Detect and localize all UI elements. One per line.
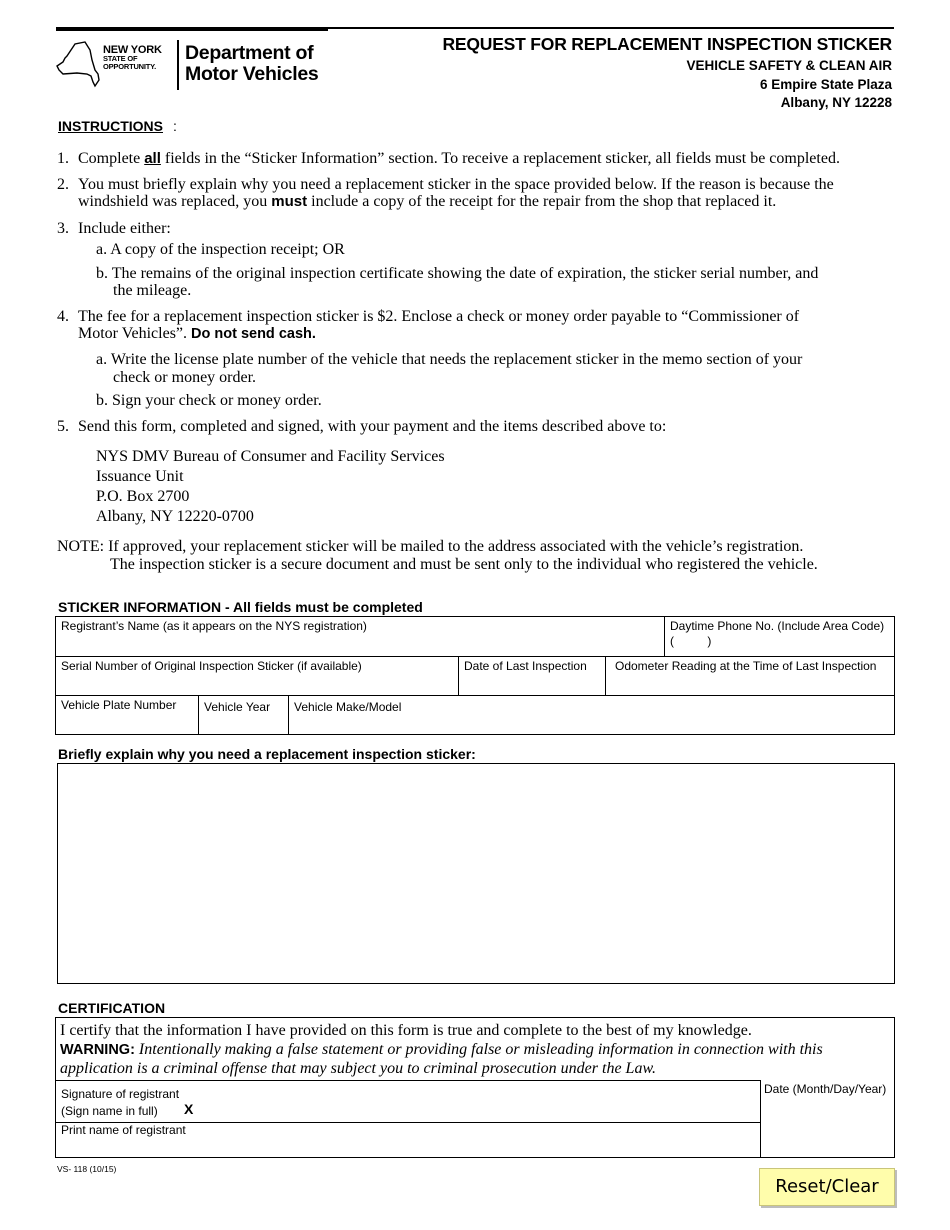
sticker-info-heading: STICKER INFORMATION - All fields must be completed [58,599,423,615]
instruction-4a-line2: check or money order. [113,369,257,386]
instruction-2-line1: You must briefly explain why you need a replacement sticker in the space provided below. If the reason is because the [78,176,834,193]
last-inspection-date-label: Date of Last Inspection [464,659,587,673]
nys-wordmark [103,45,162,71]
instruction-3-number: 3. [57,220,69,237]
certification-divider [55,1080,761,1081]
mail-address-line2: Issuance Unit [96,468,184,485]
date-field[interactable] [764,1082,894,1156]
explain-heading: Briefly explain why you need a replacement inspection sticker: [58,746,476,762]
instruction-4a-line1: a. Write the license plate number of the vehicle that needs the replacement sticker in the memo section of your [96,351,803,368]
dmv-wordmark [185,43,318,85]
certification-heading: CERTIFICATION [58,1000,166,1016]
dmv-wordmark-line2: Motor Vehicles [185,63,319,85]
note-line2: The inspection sticker is a secure document and must be sent only to the individual who registered the vehicle. [110,556,818,573]
header-rule-left [56,27,328,31]
reset-clear-button[interactable]: Reset/Clear [759,1168,895,1206]
instructions-heading: INSTRUCTIONS [58,118,163,134]
instructions-heading-colon: : [173,118,177,134]
instruction-4-line2 [78,325,316,343]
logo-divider [177,40,179,90]
daytime-phone-label: Daytime Phone No. (Include Area Code) [670,619,885,633]
odometer-reading-label: Odometer Reading at the Time of Last Inspection [615,659,877,673]
instruction-1-number: 1. [57,150,69,167]
registrant-name-field[interactable] [55,616,665,656]
serial-number-field[interactable] [55,656,459,695]
warning-label: WARNING: [60,1042,135,1058]
explanation-textarea[interactable] [57,763,895,984]
instruction-4-emphasis: Do not send cash. [191,326,316,342]
instruction-1-emphasis: all [144,150,161,167]
signature-label: Signature of registrant [61,1087,180,1101]
note-line1: NOTE: If approved, your replacement sticker will be mailed to the address associated with the vehicle’s registration. [57,538,804,555]
warning-text: Intentionally making a false statement or providing false or misleading information in connection with this [134,1041,823,1058]
instruction-4-text: Motor Vehicles”. [78,325,192,342]
instruction-2-line2 [78,193,776,210]
header-rule-right [328,27,894,29]
instruction-2-text-end: include a copy of the receipt for the repair from the shop that replaced it. [307,193,777,210]
mail-address-line3: P.O. Box 2700 [96,488,190,505]
instruction-2-text: windshield was replaced, you [78,193,272,210]
vehicle-make-model-label: Vehicle Make/Model [294,700,402,714]
instruction-3a: a. A copy of the inspection receipt; OR [96,241,345,258]
signature-sublabel: (Sign name in full) [61,1104,158,1118]
date-column-divider [760,1080,761,1158]
nys-wordmark-line1: NEW YORK [103,44,162,56]
nys-dmv-logo [55,38,330,94]
instruction-3b-line2: the mileage. [113,282,192,299]
instruction-4-number: 4. [57,308,69,325]
header-address-line3: Albany, NY 12228 [780,95,892,110]
last-inspection-date-field[interactable] [458,656,606,695]
vehicle-year-field[interactable] [198,695,289,735]
signature-field[interactable] [61,1086,751,1120]
form-title: REQUEST FOR REPLACEMENT INSPECTION STICKER [442,34,892,54]
vehicle-plate-field[interactable] [55,695,199,735]
registrant-name-label: Registrant’s Name (as it appears on the NYS registration) [61,619,367,633]
odometer-reading-field[interactable] [605,656,895,695]
instruction-1-text-end: fields in the “Sticker Information” section. To receive a replacement sticker, all fields must be completed. [160,150,840,167]
instruction-5-number: 5. [57,418,69,435]
daytime-phone-field[interactable] [664,616,895,656]
print-name-label: Print name of registrant [61,1123,186,1137]
print-name-field[interactable] [61,1123,751,1155]
dmv-wordmark-line1: Department of [185,42,314,64]
form-code: VS- 118 (10/15) [57,1164,117,1174]
instruction-3: Include either: [78,220,171,237]
instruction-5: Send this form, completed and signed, with your payment and the items described above to: [78,418,667,435]
mail-address-line1: NYS DMV Bureau of Consumer and Facility Services [96,448,445,465]
instruction-2-emphasis: must [271,193,308,210]
vehicle-year-label: Vehicle Year [204,700,271,714]
vehicle-make-model-field[interactable] [288,695,895,735]
signature-x-mark: X [184,1101,194,1117]
header-address-line1: VEHICLE SAFETY & CLEAN AIR [686,58,892,73]
area-code-parens: ( ) [670,634,712,648]
instruction-1-text: Complete [78,150,145,167]
warning-line1 [60,1041,823,1059]
certification-statement: I certify that the information I have provided on this form is true and complete to the best of my knowledge. [60,1022,752,1039]
instruction-3b-line1: b. The remains of the original inspection certificate showing the date of expiration, the sticker serial number, and [96,265,819,282]
nys-wordmark-line2: STATE OF [103,54,138,63]
serial-number-label: Serial Number of Original Inspection Sticker (if available) [61,659,362,673]
nys-wordmark-line3: OPPORTUNITY. [103,62,157,71]
date-label: Date (Month/Day/Year) [764,1082,887,1096]
new-york-state-map-icon [55,40,101,90]
instruction-4-line1: The fee for a replacement inspection sticker is $2. Enclose a check or money order payable to “Commissioner of [78,308,800,325]
instruction-1 [78,150,840,167]
header-address-line2: 6 Empire State Plaza [759,77,892,92]
instruction-4b: b. Sign your check or money order. [96,392,322,409]
vehicle-plate-label: Vehicle Plate Number [61,698,177,712]
instruction-2-number: 2. [57,176,69,193]
warning-line2: application is a criminal offense that may subject you to criminal prosecution under the Law. [60,1060,656,1077]
mail-address-line4: Albany, NY 12220-0700 [96,508,254,525]
